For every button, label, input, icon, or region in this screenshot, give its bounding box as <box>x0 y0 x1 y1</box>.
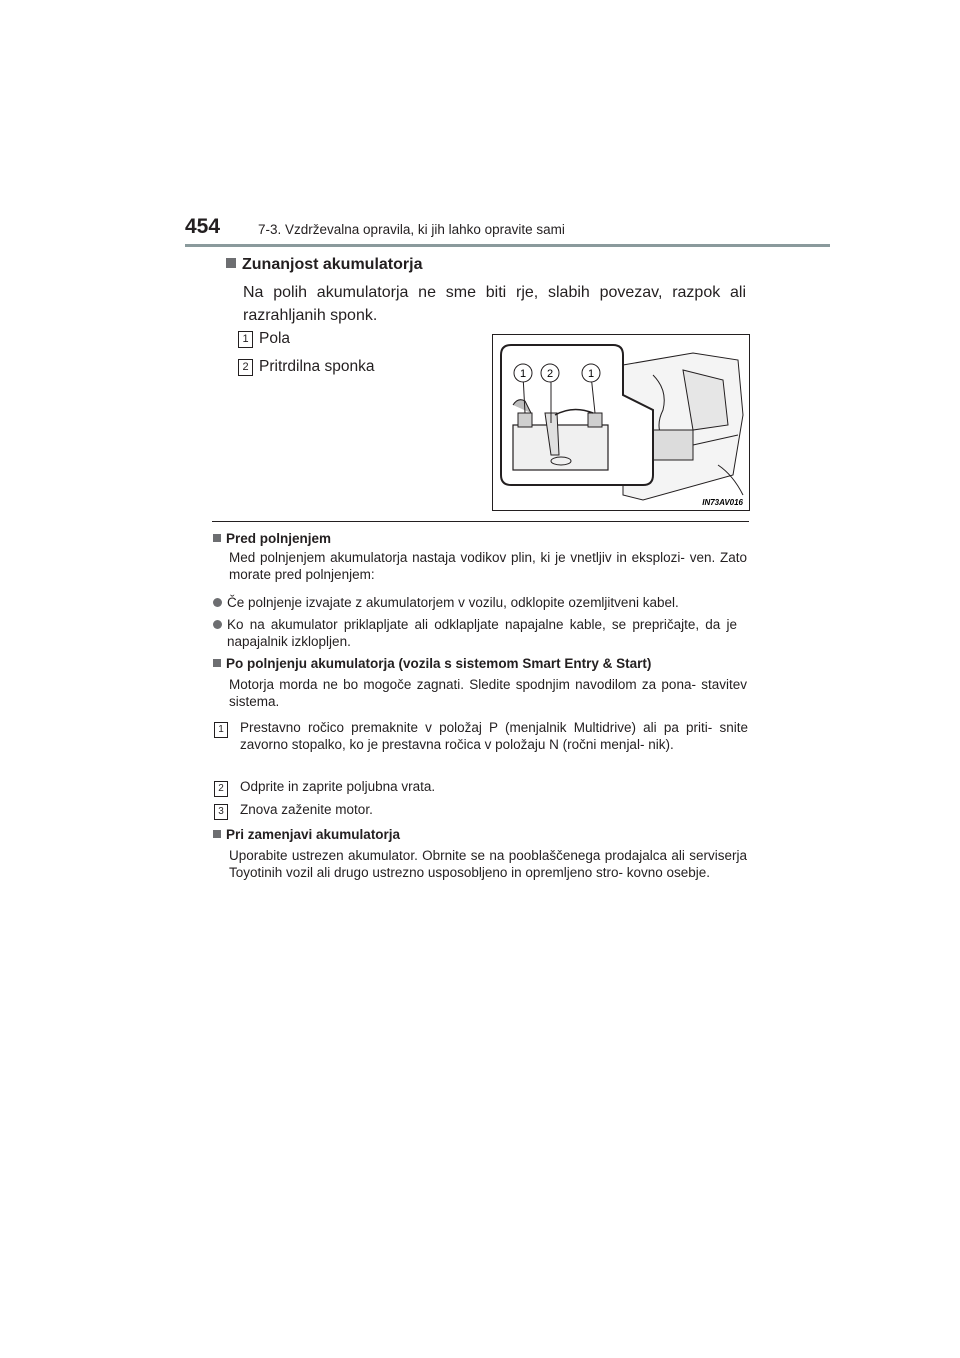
legend-item-clamp: 2 Pritrdilna sponka <box>238 358 374 376</box>
section-heading-exterior: Zunanjost akumulatorja <box>226 256 422 274</box>
step-item: 2 Odprite in zaprite poljubna vrata. <box>214 778 748 797</box>
terminal-left <box>518 413 532 427</box>
step-item: 3 Znova zaženite motor. <box>214 801 748 820</box>
battery-body <box>513 425 608 470</box>
callout-number-icon: 1 <box>238 331 253 348</box>
exterior-intro: Na polih akumulatorja ne sme biti rje, slabih povezav, razpok ali razrahljanih sponk. <box>243 284 746 324</box>
before-charging-text: Med polnjenjem akumulatorja nastaja vodikov plin, ki je vnetljiv in eksplozi- ven. Zato morate pred polnjenjem: <box>229 550 747 582</box>
header-divider <box>185 244 830 247</box>
square-bullet-icon <box>213 659 221 667</box>
note-heading-before-charging: Pred polnjenjem <box>213 531 331 546</box>
callout-label: 1 <box>587 368 595 380</box>
note-heading-replacing: Pri zamenjavi akumulatorja <box>213 827 400 842</box>
legend-item-poles: 1 Pola <box>238 330 290 348</box>
section-divider <box>212 521 749 522</box>
replacing-text: Uporabite ustrezen akumulator. Obrnite se na pooblaščenega prodajalca ali serviserja Toyotinih vozil ali drugo ustrezno usposobljeno in opremljeno stro- kovno osebje. <box>229 848 747 880</box>
callout-number-icon: 2 <box>238 359 253 376</box>
chapter-title: 7-3. Vzdrževalna opravila, ki jih lahko opravite sami <box>258 222 565 237</box>
callout-label: 2 <box>546 368 554 380</box>
page-number: 454 <box>185 215 221 238</box>
list-item: Če polnjenje izvajate z akumulatorjem v vozilu, odklopite ozemljitveni kabel. <box>213 594 747 611</box>
battery-illustration <box>492 334 750 511</box>
step-number-icon: 2 <box>214 781 228 797</box>
callout-label: 1 <box>519 368 527 380</box>
list-item: Ko na akumulator priklapljate ali odklapljate napajalne kable, se prepričajte, da je napajalnik izklopljen. <box>213 616 747 650</box>
note-heading-after-charging: Po polnjenju akumulatorja (vozila s sistemom Smart Entry & Start) <box>213 656 651 671</box>
circle-bullet-icon <box>213 598 222 607</box>
figure-code: IN73AV016 <box>702 498 743 507</box>
square-bullet-icon <box>213 830 221 838</box>
step-number-icon: 3 <box>214 804 228 820</box>
circle-bullet-icon <box>213 620 222 629</box>
battery-drawing <box>493 335 749 510</box>
step-item: 1 Prestavno ročico premaknite v položaj P (menjalnik Multidrive) ali pa priti- snite zavorno stopalko, ko je prestavna ročica v položaju N (ročni menjal- nik). <box>214 719 748 738</box>
terminal-right <box>588 413 602 427</box>
after-charging-text: Motorja morda ne bo mogoče zagnati. Sledite spodnjim navodilom za pona- stavitev sistema. <box>229 677 747 709</box>
square-bullet-icon <box>226 258 236 268</box>
square-bullet-icon <box>213 534 221 542</box>
step-number-icon: 1 <box>214 722 228 738</box>
